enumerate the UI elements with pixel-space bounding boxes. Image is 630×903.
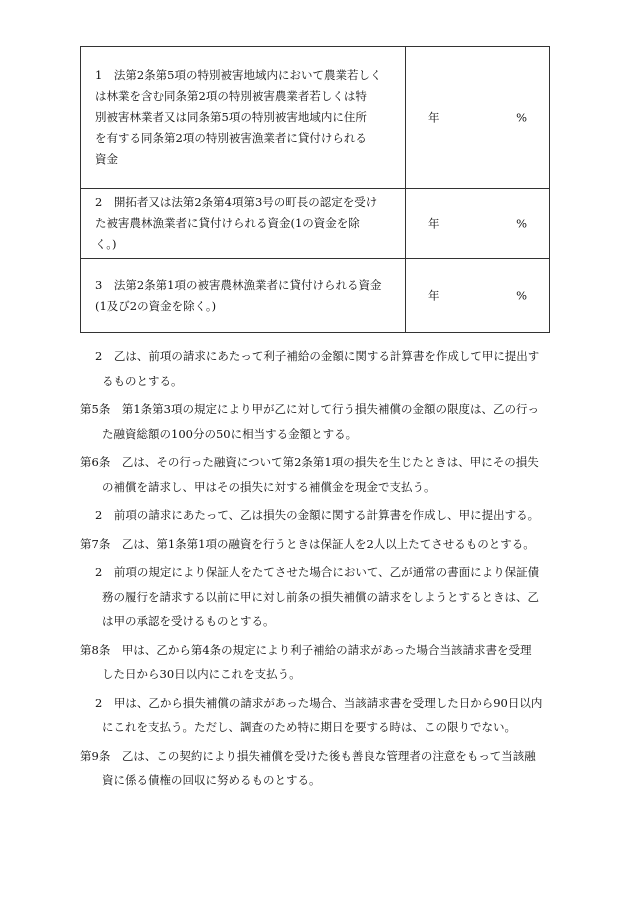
description-line: (1及び2の資金を除く。) bbox=[95, 298, 217, 313]
paragraph-line: 資に係る債権の回収に努めるものとする。 bbox=[102, 773, 321, 787]
percent-unit: % bbox=[516, 216, 527, 230]
paragraph-line: 2 甲は、乙から損失補償の請求があった場合、当該請求書を受理した日から90日以内 bbox=[95, 695, 543, 710]
description-line: 1 法第2条第5項の特別被害地域内において農業若しく bbox=[95, 68, 382, 82]
table-cell-description bbox=[81, 189, 406, 259]
description-line: は林業を含む同条第2項の特別被害農業者若しくは特 bbox=[95, 89, 367, 103]
paragraph-line: 2 前項の請求にあたって、乙は損失の金額に関する計算書を作成し、甲に提出する。 bbox=[95, 508, 540, 522]
description-line: 3 法第2条第1項の被害農林漁業者に貸付けられる資金 bbox=[95, 277, 382, 292]
paragraph-line: 務の履行を請求する以前に甲に対し前条の損失補償の請求をしようとするときは、乙 bbox=[102, 589, 539, 604]
table-cell-description bbox=[81, 259, 406, 333]
paragraph-line: 第7条 乙は、第1条第1項の融資を行うときは保証人を2人以上たてさせるものとする。 bbox=[80, 536, 535, 551]
table-cell-rate bbox=[406, 189, 550, 259]
table-cell-rate bbox=[406, 259, 550, 333]
table-row bbox=[81, 47, 550, 189]
paragraph-line: た融資総額の100分の50に相当する金額とする。 bbox=[102, 426, 358, 441]
description-line: 2 開拓者又は法第2条第4項第3号の町長の認定を受け bbox=[95, 195, 378, 209]
paragraph-line: 第9条 乙は、この契約により損失補償を受けた後も善良な管理者の注意をもって当該融 bbox=[80, 748, 536, 763]
description-line: を有する同条第2項の特別被害漁業者に貸付けられる bbox=[95, 131, 367, 145]
year-unit: 年 bbox=[428, 288, 440, 302]
paragraph-line: 2 前項の規定により保証人をたてさせた場合において、乙が通常の書面により保証債 bbox=[95, 565, 540, 579]
table-row bbox=[81, 259, 550, 333]
paragraph-line: 第8条 甲は、乙から第4条の規定により利子補給の請求があった場合当該請求書を受理 bbox=[80, 642, 532, 657]
description-line: 資金 bbox=[95, 152, 118, 166]
table-cell-rate bbox=[406, 47, 550, 189]
paragraph-line: した日から30日以内にこれを支払う。 bbox=[102, 667, 301, 681]
paragraph-line: 第6条 乙は、その行った融資について第2条第1項の損失を生じたときは、甲にその損失 bbox=[80, 455, 539, 469]
description-line: 別被害林業者又は同条第5項の特別被害地域内に住所 bbox=[95, 110, 367, 124]
year-unit: 年 bbox=[428, 216, 440, 230]
table-row bbox=[81, 189, 550, 259]
year-unit: 年 bbox=[428, 110, 440, 124]
percent-unit: % bbox=[516, 110, 527, 124]
paragraph-line: 2 乙は、前項の請求にあたって利子補給の金額に関する計算書を作成して甲に提出す bbox=[95, 349, 540, 363]
paragraph-line: は甲の承認を受けるものとする。 bbox=[102, 614, 275, 628]
table-cell-description bbox=[81, 47, 406, 189]
paragraph-line: の補償を請求し、甲はその損失に対する補償金を現金で支払う。 bbox=[102, 479, 436, 494]
paragraph-line: るものとする。 bbox=[102, 373, 183, 388]
description-line: く。) bbox=[95, 237, 117, 251]
interest-rate-table bbox=[80, 46, 550, 333]
paragraph-line: 第5条 第1条第3項の規定により甲が乙に対して行う損失補償の金額の限度は、乙の行っ bbox=[80, 402, 539, 416]
percent-unit: % bbox=[516, 288, 527, 302]
paragraph-line: にこれを支払う。ただし、調査のため特に期日を要する時は、この限りでない。 bbox=[102, 720, 516, 734]
description-line: た被害農林漁業者に貸付けられる資金(1の資金を除 bbox=[95, 216, 360, 230]
